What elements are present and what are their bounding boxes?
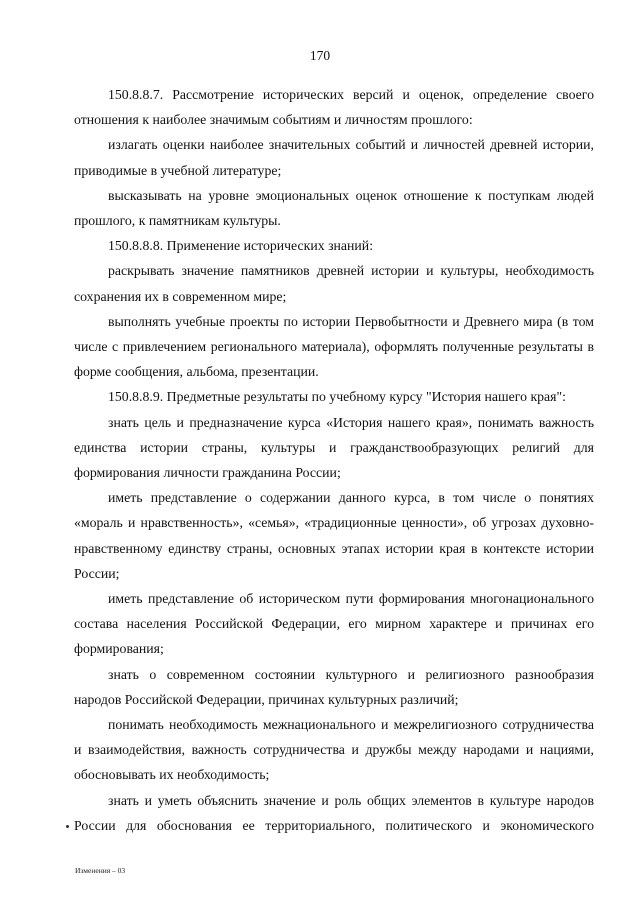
paragraph: излагать оценки наиболее значительных событий и личностей древней истории, приводимые в учебной литературе; — [74, 137, 594, 178]
paragraph: знать цель и предназначение курса «История нашего края», понимать важность единства истории страны, культуры и гражданствообразующих религий для формирования личности гражданина России; — [74, 414, 594, 481]
scan-speck — [66, 825, 69, 828]
paragraph: выполнять учебные проекты по истории Первобытности и Древнего мира (в том числе с привлечением регионального материала), оформлять полученные результаты в форме сообщения, альбома, презентации. — [74, 313, 594, 380]
footer-revision-note: Изменения – 03 — [75, 866, 126, 875]
paragraph: раскрывать значение памятников древней истории и культуры, необходимость сохранения их в современном мире; — [74, 263, 594, 304]
paragraph: иметь представление об историческом пути формирования многонационального состава населения Российской Федерации, его мирном характере и причинах его формирования; — [74, 591, 594, 657]
paragraph: понимать необходимость межнационального и межрелигиозного сотрудничества и взаимодействия, важность сотрудничества и дружбы между народами и нациями, обосновывать их необходимость; — [74, 717, 594, 783]
document-body — [74, 82, 594, 838]
paragraph: иметь представление о содержании данного курса, в том числе о понятиях «мораль и нравственность», «семья», «традиционные ценности», об угрозах духовно-нравственному единству страны, основных этапах истории края в контексте истории России; — [74, 490, 594, 581]
paragraph-150-8-8-7: 150.8.8.7. Рассмотрение исторических версий и оценок, определение своего отношения к наиболее значимым событиям и личностям прошлого: — [74, 87, 594, 128]
paragraph-150-8-8-9: 150.8.8.9. Предметные результаты по учебному курсу "История нашего края": — [108, 389, 566, 405]
paragraph-continued: знать и уметь объяснить значение и роль общих элементов в культуре народов России для обоснования ее территориального, политического и экономического — [74, 792, 594, 833]
paragraph-150-8-8-8: 150.8.8.8. Применение исторических знаний: — [108, 238, 374, 254]
page-number: 170 — [309, 48, 331, 63]
paragraph: знать о современном состоянии культурного и религиозного разнообразия народов Российской Федерации, причинах культурных различий; — [74, 666, 594, 707]
paragraph: высказывать на уровне эмоциональных оценок отношение к поступкам людей прошлого, к памятникам культуры. — [74, 187, 594, 229]
